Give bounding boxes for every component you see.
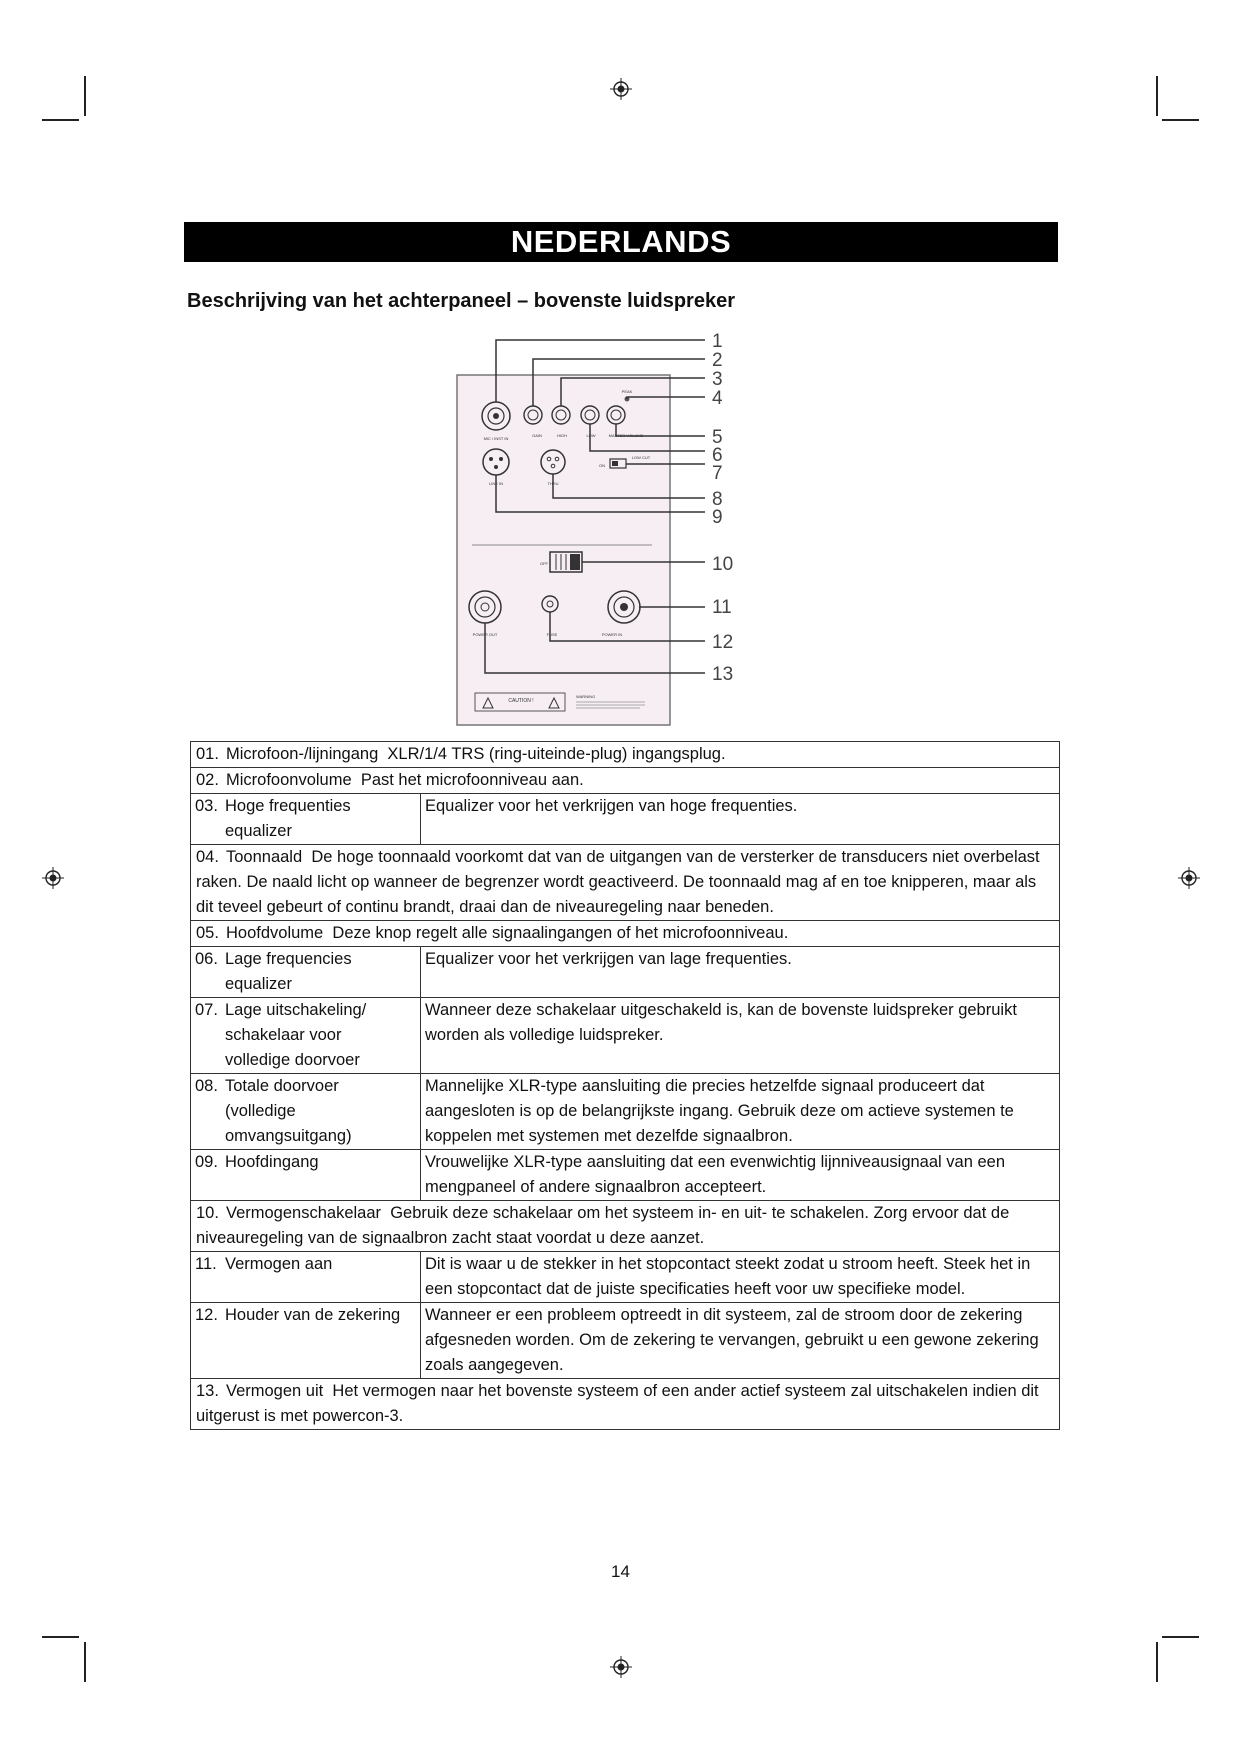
table-cell: 11. Vermogen aan [191,1252,421,1303]
table-row [191,1379,1060,1430]
thru-label: THRU [547,481,559,486]
warning-label: WARNING [576,694,596,699]
table-row [191,768,1060,794]
table-cell: 01. Microfoon-/lijningang XLR/1/4 TRS (ring-uiteinde-plug) ingangsplug. [191,742,1060,768]
registration-mark-icon [610,1656,632,1678]
language-header: NEDERLANDS [184,222,1058,262]
mic-inst-in-label: MIC / INST IN [483,436,509,441]
table-row [191,1074,1060,1150]
table-row [191,794,1060,845]
item-name: Hoofdingang [225,1153,319,1171]
callout-number: 5 [712,427,723,448]
item-desc: De hoge toonnaald voorkomt dat van de uitgangen van de versterker de transducers niet overbelast raken. De naald licht op wanneer de begrenzer wordt geactiveerd. De toonnaald mag af en toe knipperen, maar als dit teveel gebeurt of continu brandt, draai dan de niveauregeling naar beneden. [196,848,1040,916]
caution-label: CAUTION ! [508,698,534,704]
item-desc: Equalizer voor het verkrijgen van hoge frequenties. [421,794,1060,845]
page-number: 14 [611,1562,630,1581]
callout-number: 9 [712,507,723,528]
crop-mark [42,119,79,121]
peak-label: PEAK [621,389,633,394]
low-cut-label: LOW CUT [631,455,651,460]
table-cell: 10. Vermogenschakelaar Gebruik deze schakelaar om het systeem in- en uit- te schakelen. Zorg ervoor dat de niveauregeling van de signaalbron zacht staat voordat u deze aanzet. [191,1201,1060,1252]
table-cell: 05. Hoofdvolume Deze knop regelt alle signaalingangen of het microfoonniveau. [191,921,1060,947]
callout-number: 6 [712,445,723,466]
crop-mark [1156,76,1158,116]
power-out-label: POWER OUT [472,632,498,637]
crop-mark [1162,1636,1199,1638]
item-name: Lage frequencies equalizer [225,950,352,993]
table-row [191,845,1060,921]
table-cell: 06. Lage frequencies equalizer [191,947,421,998]
item-desc: Vrouwelijke XLR-type aansluiting dat een evenwichtig lijnniveausignaal van een mengpaneel of andere signaalbron accepteert. [421,1150,1060,1201]
item-desc: Mannelijke XLR-type aansluiting die precies hetzelfde signaal produceert dat aangesloten is op de belangrijkste ingang. Gebruik deze om actieve systemen te koppelen met systemen met dezelfde signaalbron. [421,1074,1060,1150]
table-row [191,742,1060,768]
item-name: Vermogen aan [225,1255,333,1273]
item-name: Lage uitschakeling/ schakelaar voor volledige doorvoer [225,1001,367,1069]
item-name: Totale doorvoer (volledige omvangsuitgang) [225,1077,352,1145]
crop-mark [1156,1642,1158,1682]
table-cell: 04. Toonnaald De hoge toonnaald voorkomt dat van de uitgangen van de versterker de transducers niet overbelast raken. De naald licht op wanneer de begrenzer wordt geactiveerd. De toonnaald mag af en toe knipperen, maar als dit teveel gebeurt of continu brandt, draai dan de niveauregeling naar beneden. [191,845,1060,921]
callout-number: 3 [712,369,723,390]
crop-mark [84,76,86,116]
item-desc: Gebruik deze schakelaar om het systeem in- en uit- te schakelen. Zorg ervoor dat de niveauregeling van de signaalbron zacht staat voordat u deze aanzet. [196,1204,1010,1247]
item-name: Hoge frequenties equalizer [225,797,351,840]
item-name: Houder van de zekering [225,1306,401,1324]
item-desc: Past het microfoonniveau aan. [360,771,584,789]
callout-number: 13 [712,664,734,685]
table-row [191,998,1060,1074]
callout-number: 8 [712,489,723,510]
table-row [191,1252,1060,1303]
item-name: Microfoon-/lijningang [226,745,379,763]
callout-number: 12 [712,632,734,653]
item-desc: Wanneer er een probleem optreedt in dit systeem, zal de stroom door de zekering afgesneden worden. Om de zekering te vervangen, gebruikt u een gewone zekering zoals aangegeven. [421,1303,1060,1379]
table-row [191,1150,1060,1201]
master-volume-label: MASTER VOLUME [608,433,644,438]
registration-mark-icon [1178,867,1200,889]
item-desc: Equalizer voor het verkrijgen van lage frequenties. [421,947,1060,998]
table-cell: 12. Houder van de zekering [191,1303,421,1379]
callout-number: 2 [712,350,723,371]
callout-number: 10 [712,554,734,575]
power-in-label: POWER IN [601,632,623,637]
table-cell: 13. Vermogen uit Het vermogen naar het bovenste systeem of een ander actief systeem zal uitschakelen indien dit uitgerust is met powercon-3. [191,1379,1060,1430]
table-row [191,921,1060,947]
item-name: Vermogenschakelaar [226,1204,382,1222]
item-name: Microfoonvolume [226,771,352,789]
item-desc: Dit is waar u de stekker in het stopcontact steekt zodat u stroom heeft. Steek het in een stopcontact dat de juiste specificaties heeft voor uw specifieke model. [421,1252,1060,1303]
section-title: Beschrijving van het achterpaneel – bovenste luidspreker [187,290,735,312]
registration-mark-icon [610,78,632,100]
table-cell: 07. Lage uitschakeling/ schakelaar voor volledige doorvoer [191,998,421,1074]
callout-number: 1 [712,331,723,352]
callout-number: 4 [712,388,723,409]
table-cell: 08. Totale doorvoer (volledige omvangsuitgang) [191,1074,421,1150]
item-desc: XLR/1/4 TRS (ring-uiteinde-plug) ingangsplug. [387,745,726,763]
crop-mark [42,1636,79,1638]
description-table [190,741,1060,1430]
line-in-label: LINE IN [488,481,504,486]
item-name: Toonnaald [226,848,303,866]
table-row [191,1201,1060,1252]
rear-panel-diagram [440,320,800,740]
item-desc: Het vermogen naar het bovenste systeem of een ander actief systeem zal uitschakelen indien dit uitgerust is met powercon-3. [196,1382,1039,1425]
table-cell: 03. Hoge frequenties equalizer [191,794,421,845]
item-name: Hoofdvolume [226,924,324,942]
crop-mark [84,1642,86,1682]
callout-numbers [712,331,733,685]
on-label: ON [599,463,605,468]
gain-label: GAIN [532,433,542,438]
callout-number: 11 [712,597,732,618]
table-row [191,1303,1060,1379]
item-desc: Deze knop regelt alle signaalingangen of het microfoonniveau. [332,924,789,942]
callout-number: 7 [712,463,723,484]
low-label: LOW [586,433,596,438]
fuse-label: FUSE [546,632,558,637]
off-label: OFF [540,561,548,566]
table-cell: 09. Hoofdingang [191,1150,421,1201]
item-name: Vermogen uit [226,1382,324,1400]
high-label: HIGH [557,433,567,438]
item-desc: Wanneer deze schakelaar uitgeschakeld is, kan de bovenste luidspreker gebruikt worden als volledige luidspreker. [421,998,1060,1074]
registration-mark-icon [42,867,64,889]
table-cell: 02. Microfoonvolume Past het microfoonniveau aan. [191,768,1060,794]
table-row [191,947,1060,998]
crop-mark [1162,119,1199,121]
